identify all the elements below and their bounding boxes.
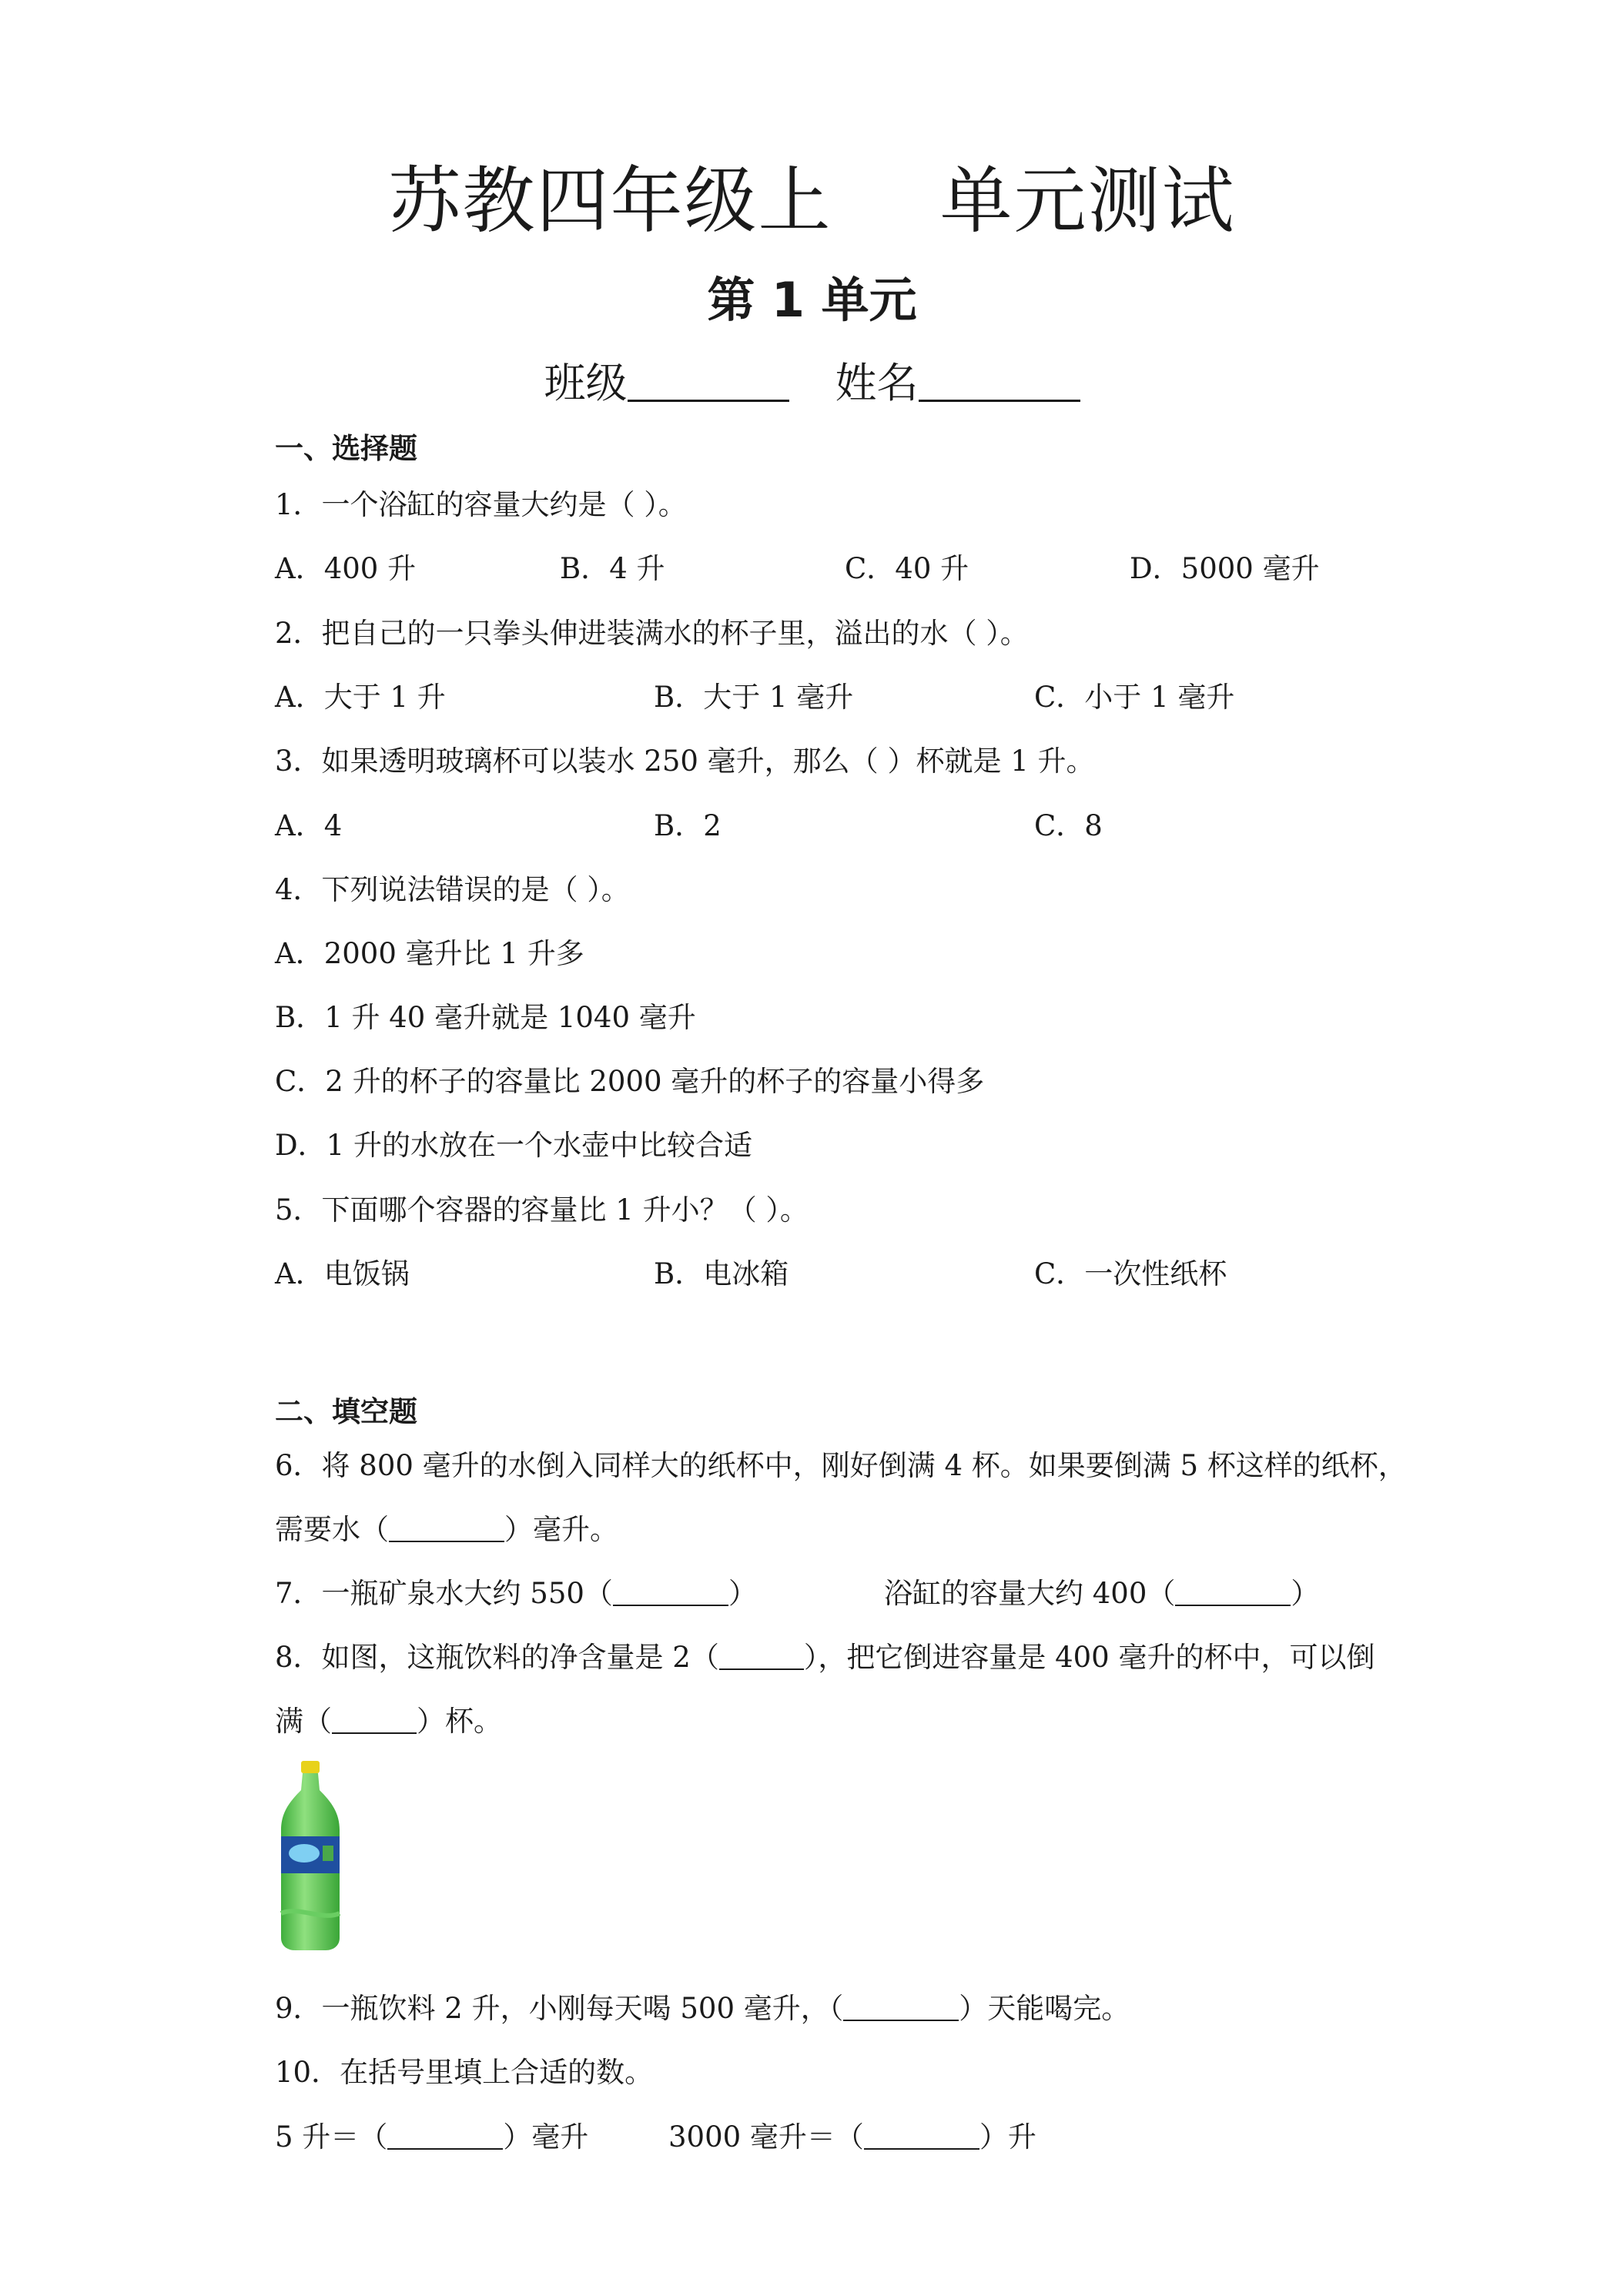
- q7-answer-blank-1[interactable]: [613, 1578, 728, 1606]
- q6-text-a: 需要水（: [275, 1513, 389, 1546]
- q1-option-d: D．5000 毫升: [1130, 552, 1320, 585]
- q9-answer-blank[interactable]: [843, 1993, 959, 2021]
- q5-option-a: A．电饭锅: [275, 1257, 410, 1290]
- class-blank[interactable]: [628, 360, 789, 402]
- page-title: [0, 142, 1624, 246]
- question-7: [275, 1570, 757, 1612]
- q3-option-a: A．4: [275, 809, 343, 842]
- q10-text-a: 5 升＝（: [275, 2120, 388, 2154]
- question-7-part2: [884, 1570, 1319, 1612]
- q1-option-b: B．4 升: [560, 552, 665, 585]
- q7-text-d: ）: [1291, 1577, 1320, 1610]
- q8-text-a: 8．如图，这瓶饮料的净含量是 2（: [275, 1641, 719, 1674]
- question-2: 2．把自己的一只拳头伸进装满水的杯子里，溢出的水（ ）。: [275, 617, 1029, 650]
- question-10-part1: [275, 2114, 588, 2155]
- q2-option-a: A．大于 1 升: [275, 681, 446, 714]
- q1-option-a: A．400 升: [275, 552, 417, 585]
- question-4: 4．下列说法错误的是（ ）。: [275, 873, 630, 906]
- q10-answer-blank-1[interactable]: [387, 2122, 503, 2150]
- q8-text-b: ），把它倒进容量是 400 毫升的杯中，可以倒: [803, 1641, 1375, 1674]
- section-heading-fill: 二、填空题: [275, 1395, 417, 1428]
- q7-text-c: 浴缸的容量大约 400（: [884, 1577, 1176, 1610]
- q8-text-d: ）杯。: [417, 1705, 502, 1738]
- question-6-line2: [275, 1506, 618, 1548]
- class-label: 班级: [544, 359, 628, 407]
- q2-option-b: B．大于 1 毫升: [654, 681, 854, 714]
- q9-text-b: ）天能喝完。: [959, 1992, 1130, 2025]
- q3-option-b: B．2: [654, 809, 722, 842]
- question-10-part2: [668, 2114, 1036, 2155]
- question-9: [275, 1985, 1130, 2027]
- name-label: 姓名: [835, 359, 919, 407]
- bottle-label-mark: [323, 1846, 333, 1861]
- q9-text-a: 9．一瓶饮料 2 升，小刚每天喝 500 毫升，（: [275, 1992, 844, 2025]
- q7-answer-blank-2[interactable]: [1175, 1578, 1291, 1606]
- q2-option-c: C．小于 1 毫升: [1034, 681, 1235, 714]
- bottle-cap: [301, 1761, 320, 1773]
- q6-answer-blank[interactable]: [389, 1514, 504, 1542]
- q3-option-c: C．8: [1034, 809, 1103, 842]
- q4-option-b: B．1 升 40 毫升就是 1040 毫升: [275, 1001, 696, 1034]
- question-6-line1: 6．将 800 毫升的水倒入同样大的纸杯中，刚好倒满 4 杯。如果要倒满 5 杯这样的纸杯，: [275, 1449, 1407, 1482]
- q8-text-c: 满（: [275, 1705, 332, 1738]
- q8-answer-blank-1[interactable]: [719, 1642, 804, 1670]
- q4-option-a: A．2000 毫升比 1 升多: [275, 937, 584, 970]
- question-5: 5．下面哪个容器的容量比 1 升小？（ ）。: [275, 1193, 809, 1227]
- q5-option-b: B．电冰箱: [654, 1257, 789, 1290]
- question-10: 10．在括号里填上合适的数。: [275, 2056, 654, 2089]
- question-8-line2: [275, 1698, 502, 1739]
- q6-text-b: ）毫升。: [504, 1513, 618, 1546]
- section-heading-choice: 一、选择题: [275, 432, 417, 465]
- question-1: 1．一个浴缸的容量大约是（ ）。: [275, 488, 687, 521]
- title-part2: 单元测试: [939, 159, 1236, 243]
- q10-text-c: 3000 毫升＝（: [668, 2120, 864, 2154]
- q10-text-b: ）毫升: [503, 2120, 589, 2154]
- q10-text-d: ）升: [979, 2120, 1036, 2154]
- q10-answer-blank-2[interactable]: [864, 2122, 979, 2150]
- name-blank[interactable]: [919, 360, 1080, 402]
- q1-option-c: C．40 升: [845, 552, 969, 585]
- unit-subtitle: 第 1 单元: [707, 272, 917, 328]
- question-3: 3．如果透明玻璃杯可以装水 250 毫升，那么（ ）杯就是 1 升。: [275, 745, 1095, 778]
- q5-option-c: C．一次性纸杯: [1034, 1257, 1227, 1290]
- q4-option-c: C．2 升的杯子的容量比 2000 毫升的杯子的容量小得多: [275, 1065, 985, 1098]
- question-8-line1: [275, 1634, 1375, 1675]
- title-part1: 苏教四年级上: [388, 159, 832, 243]
- student-info-line: [0, 350, 1624, 410]
- bottle-label-logo: [289, 1844, 320, 1863]
- q4-option-d: D．1 升的水放在一个水壶中比较合适: [275, 1129, 752, 1162]
- q7-text-b: ）: [728, 1577, 757, 1610]
- q8-answer-blank-2[interactable]: [332, 1706, 417, 1734]
- soda-bottle-image: [275, 1759, 346, 1952]
- q7-text-a: 7．一瓶矿泉水大约 550（: [275, 1577, 613, 1610]
